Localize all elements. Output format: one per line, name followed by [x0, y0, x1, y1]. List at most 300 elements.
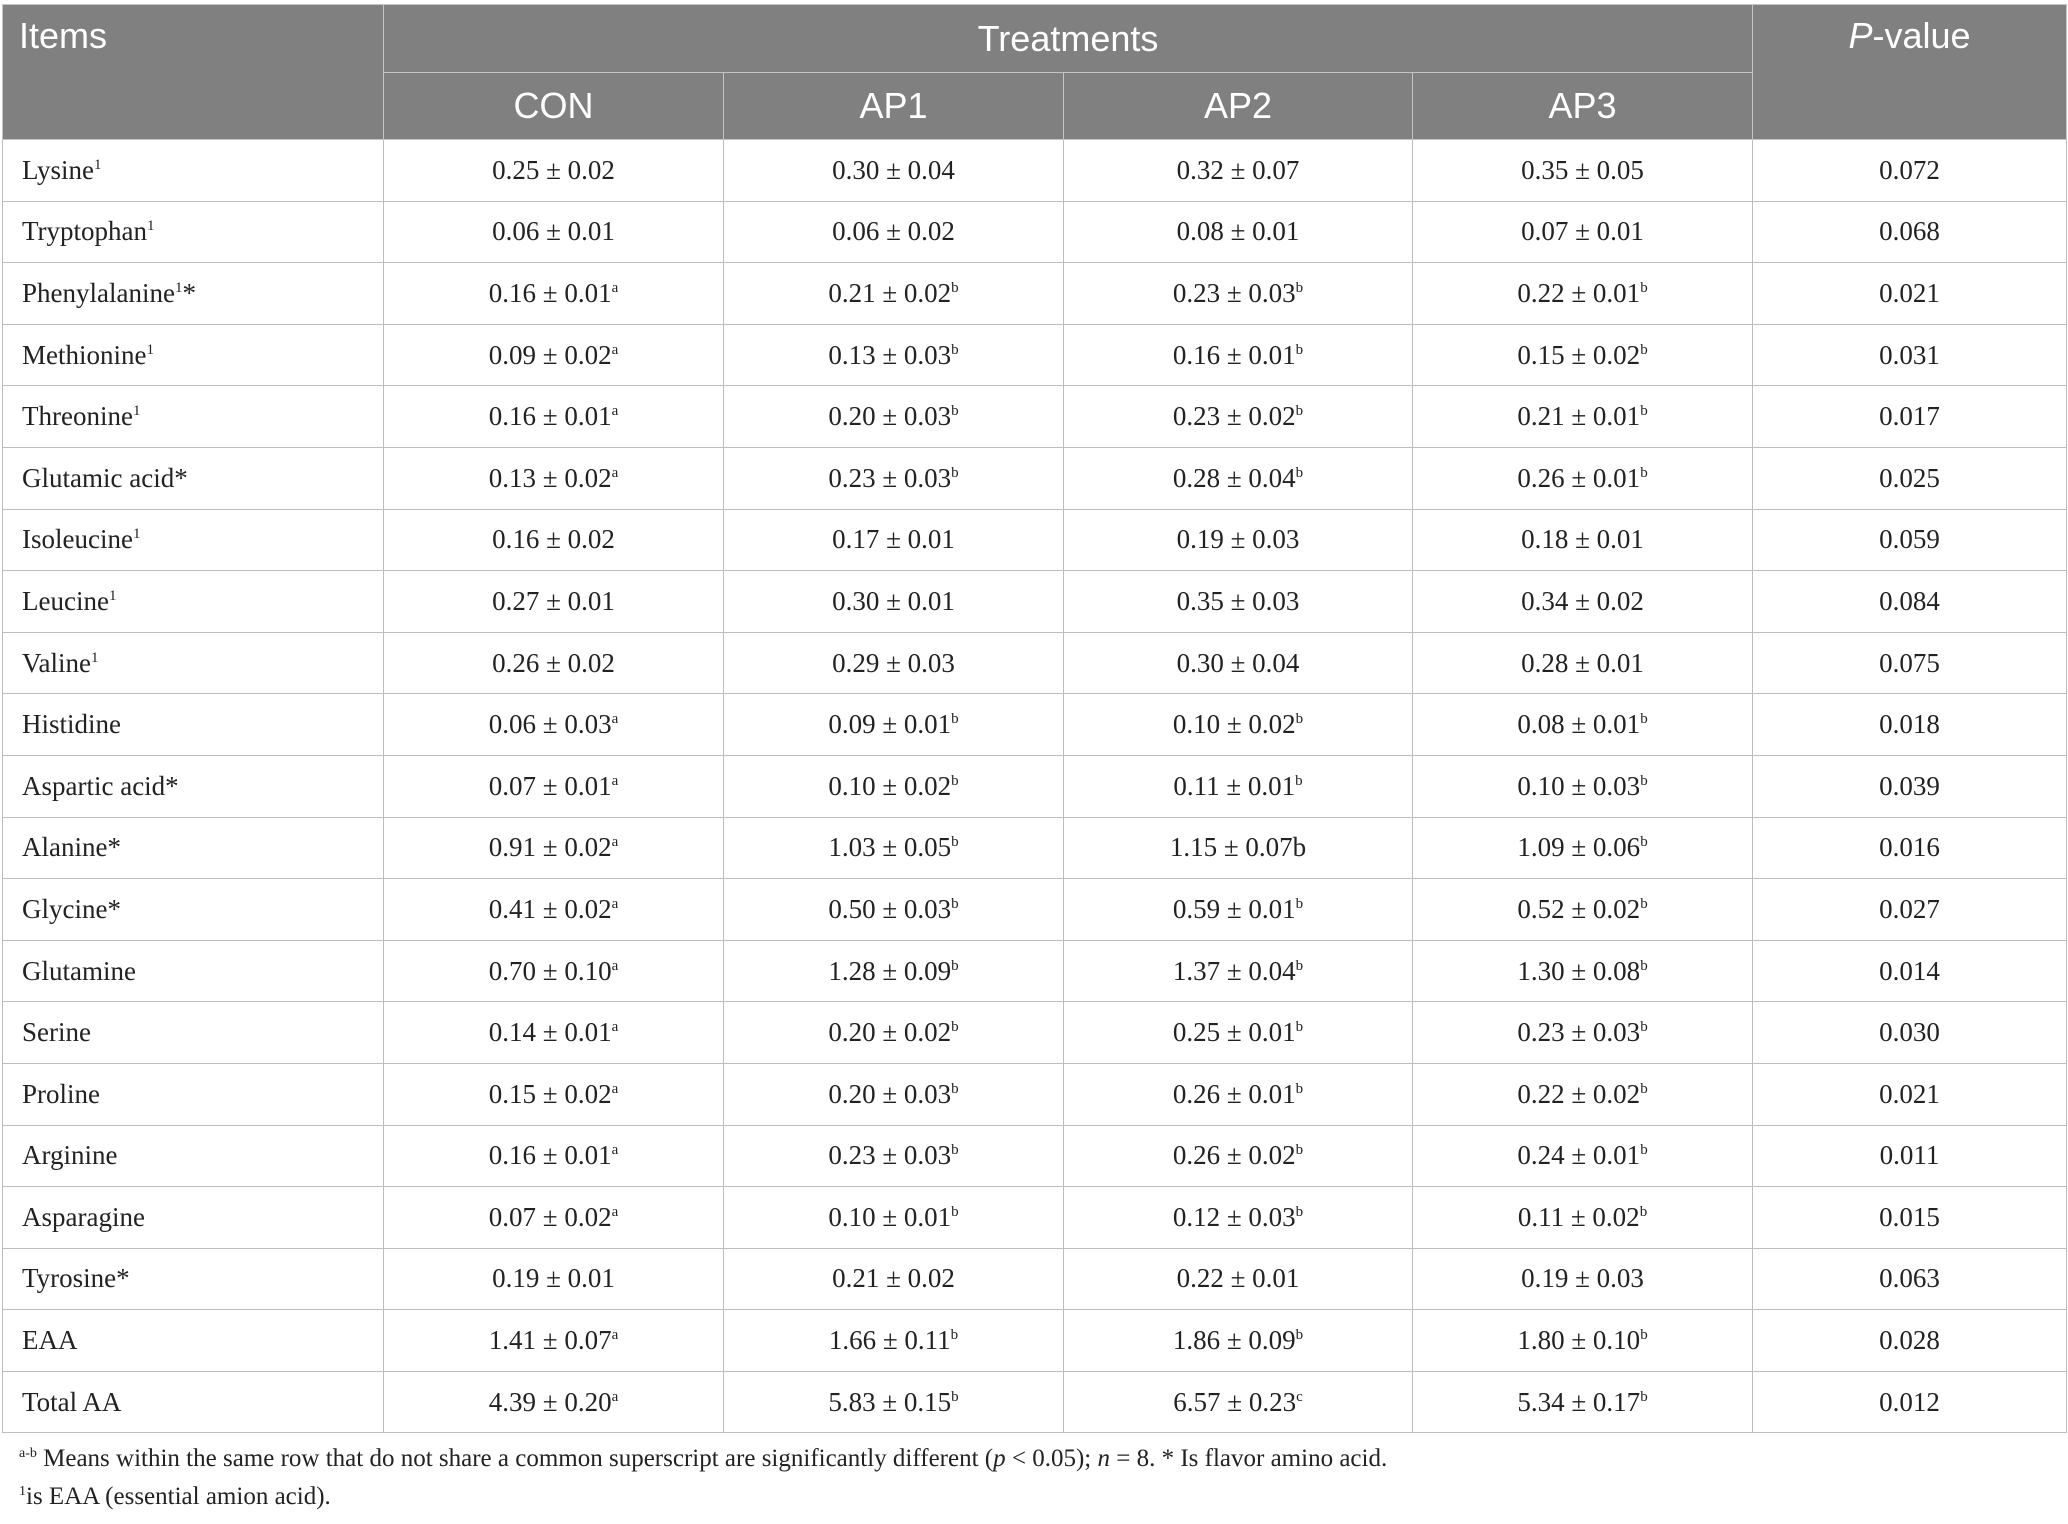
mean-sd-value: 0.16 ± 0.01: [1172, 339, 1296, 370]
mean-sd-value: 0.22 ± 0.01: [1176, 1263, 1300, 1294]
significance-letter: b: [951, 1388, 959, 1405]
mean-sd-value: 0.70 ± 0.10: [488, 955, 612, 986]
value-cell-ap2: [1064, 509, 1413, 571]
mean-sd-value: 0.09 ± 0.01: [828, 709, 952, 740]
value-cell-ap3: [1413, 140, 1753, 202]
significance-letter: a: [611, 711, 619, 728]
value-cell-ap2: [1064, 1310, 1413, 1372]
footnote-superscript: a-b: [19, 1446, 37, 1461]
mean-sd-value: 0.20 ± 0.03: [828, 401, 952, 432]
mean-sd-value: 0.16 ± 0.02: [492, 524, 615, 555]
value-cell-ap1: [724, 940, 1064, 1002]
footnote-superscript: 1: [19, 1484, 26, 1499]
row-item-cell: [3, 1002, 384, 1064]
value-cell-con: [384, 632, 724, 694]
mean-sd-value: 0.26 ± 0.02: [1172, 1140, 1296, 1171]
value-cell-ap1: [724, 386, 1064, 448]
mean-sd-value: 0.16 ± 0.01: [488, 277, 612, 308]
significance-letter: a: [611, 957, 619, 974]
value-cell-ap1: [724, 1371, 1064, 1433]
mean-sd-value: 1.30 ± 0.08: [1517, 955, 1641, 986]
mean-sd-value: 0.28 ± 0.01: [1521, 647, 1644, 678]
significance-letter: b: [1640, 1388, 1648, 1405]
eaa-marker: 1: [90, 649, 99, 666]
mean-sd-value: 0.17 ± 0.01: [832, 524, 955, 555]
value-cell-con: [384, 1063, 724, 1125]
mean-sd-value: 0.30 ± 0.04: [1176, 647, 1300, 678]
eaa-marker: 1: [132, 403, 141, 420]
eaa-marker: 1: [147, 218, 155, 235]
mean-sd-value: 0.16 ± 0.01: [488, 1140, 612, 1171]
value-cell-con: [384, 447, 724, 509]
footnote-text: Means within the same row that do not share a common superscript are significantly different (: [36, 1445, 994, 1472]
mean-sd-value: 0.14 ± 0.01: [488, 1017, 612, 1048]
value-cell-ap1: [724, 1125, 1064, 1187]
p-value-italic: P: [1848, 15, 1873, 56]
value-cell-ap3: [1413, 632, 1753, 694]
value-cell-ap1: [724, 571, 1064, 633]
mean-sd-value: 0.34 ± 0.02: [1521, 585, 1644, 616]
mean-sd-value: 0.26 ± 0.01: [1172, 1078, 1296, 1109]
row-item-cell: [3, 1125, 384, 1187]
item-name: Histidine: [22, 709, 121, 740]
significance-letter: b: [1640, 957, 1648, 974]
mean-sd-value: 0.15 ± 0.02: [488, 1078, 612, 1109]
mean-sd-value: 0.41 ± 0.02: [488, 893, 612, 924]
significance-letter: b: [951, 279, 959, 296]
value-cell-ap3: [1413, 755, 1753, 817]
p-value-cell: 0.012: [1753, 1371, 2067, 1433]
value-cell-ap3: [1413, 386, 1753, 448]
table-row: [3, 1187, 2067, 1249]
eaa-marker: 1: [146, 341, 154, 358]
row-item-cell: [3, 509, 384, 571]
group-header-con: CON: [384, 73, 724, 140]
row-item-cell: [3, 140, 384, 202]
table-row: [3, 1371, 2067, 1433]
p-value-cell: 0.016: [1753, 817, 2067, 879]
mean-sd-value: 0.06 ± 0.02: [832, 216, 955, 247]
table-header: [3, 5, 2067, 140]
row-item-cell: [3, 817, 384, 879]
value-cell-ap1: [724, 201, 1064, 263]
p-value-cell: 0.068: [1753, 201, 2067, 263]
item-name: Serine: [22, 1017, 91, 1048]
mean-sd-value: 0.10 ± 0.02: [828, 770, 952, 801]
item-name: Asparagine: [22, 1201, 145, 1232]
group-header-ap1: AP1: [724, 73, 1064, 140]
row-item-cell: [3, 755, 384, 817]
value-cell-ap2: [1064, 324, 1413, 386]
mean-sd-value: 0.50 ± 0.03: [828, 893, 952, 924]
row-item-cell: [3, 324, 384, 386]
value-cell-ap1: [724, 509, 1064, 571]
value-cell-con: [384, 140, 724, 202]
table-row: [3, 1002, 2067, 1064]
p-value-cell: 0.014: [1753, 940, 2067, 1002]
value-cell-ap3: [1413, 1063, 1753, 1125]
eaa-marker: 1: [132, 526, 141, 543]
value-cell-ap1: [724, 1248, 1064, 1310]
mean-sd-value: 0.26 ± 0.02: [492, 647, 615, 678]
mean-sd-value: 0.26 ± 0.01: [1517, 462, 1641, 493]
value-cell-con: [384, 509, 724, 571]
footnote-eaa: [19, 1478, 1387, 1516]
significance-letter: b: [1640, 464, 1648, 481]
mean-sd-value: 0.11 ± 0.01: [1173, 770, 1296, 801]
significance-letter: b: [1295, 1203, 1304, 1220]
value-cell-con: [384, 1187, 724, 1249]
value-cell-ap2: [1064, 1187, 1413, 1249]
value-cell-con: [384, 1002, 724, 1064]
value-cell-ap3: [1413, 263, 1753, 325]
row-item-cell: [3, 571, 384, 633]
value-cell-ap2: [1064, 1248, 1413, 1310]
value-cell-con: [384, 386, 724, 448]
mean-sd-value: 0.06 ± 0.03: [488, 709, 612, 740]
value-cell-con: [384, 755, 724, 817]
row-item-cell: [3, 632, 384, 694]
mean-sd-value: 0.23 ± 0.03: [828, 1140, 952, 1171]
value-cell-ap3: [1413, 1371, 1753, 1433]
p-value-cell: 0.063: [1753, 1248, 2067, 1310]
value-cell-ap3: [1413, 324, 1753, 386]
table-row: [3, 263, 2067, 325]
mean-sd-value: 5.34 ± 0.17: [1517, 1386, 1641, 1417]
p-value-cell: 0.017: [1753, 386, 2067, 448]
table-row: [3, 817, 2067, 879]
value-cell-ap3: [1413, 1310, 1753, 1372]
mean-sd-value: 0.23 ± 0.03: [1172, 277, 1296, 308]
flavor-marker: *: [182, 277, 196, 308]
mean-sd-value: 0.21 ± 0.02: [832, 1263, 955, 1294]
value-cell-ap2: [1064, 201, 1413, 263]
row-item-cell: [3, 447, 384, 509]
item-name: Tyrosine*: [22, 1263, 130, 1294]
significance-letter: b: [1640, 711, 1648, 728]
significance-letter: b: [1295, 1019, 1304, 1036]
value-cell-con: [384, 879, 724, 941]
table-row: [3, 1063, 2067, 1125]
p-value-header: [1753, 5, 2067, 140]
row-item-cell: [3, 1310, 384, 1372]
table-row: [3, 447, 2067, 509]
footnotes: [19, 1440, 1387, 1516]
mean-sd-value: 0.52 ± 0.02: [1517, 893, 1641, 924]
footnote-n: n: [1097, 1445, 1110, 1472]
mean-sd-value: 0.29 ± 0.03: [832, 647, 955, 678]
mean-sd-value: 0.91 ± 0.02: [488, 832, 612, 863]
mean-sd-value: 0.21 ± 0.02: [828, 277, 952, 308]
significance-letter: a: [611, 279, 619, 296]
value-cell-ap1: [724, 1310, 1064, 1372]
item-name: Leucine: [22, 585, 109, 616]
value-cell-ap1: [724, 1187, 1064, 1249]
mean-sd-value: 0.10 ± 0.03: [1517, 770, 1641, 801]
item-name: Glutamic acid*: [22, 462, 188, 493]
mean-sd-value: 4.39 ± 0.20: [488, 1386, 612, 1417]
significance-letter: b: [1640, 341, 1648, 358]
row-item-cell: [3, 940, 384, 1002]
mean-sd-value: 0.19 ± 0.01: [492, 1263, 615, 1294]
significance-letter: c: [1296, 1388, 1303, 1405]
mean-sd-value: 0.19 ± 0.03: [1176, 524, 1300, 555]
mean-sd-value: 0.20 ± 0.02: [828, 1017, 952, 1048]
value-cell-ap2: [1064, 140, 1413, 202]
value-cell-ap2: [1064, 632, 1413, 694]
row-item-cell: [3, 1248, 384, 1310]
table-row: [3, 571, 2067, 633]
mean-sd-value: 0.20 ± 0.03: [828, 1078, 952, 1109]
table-row: [3, 509, 2067, 571]
value-cell-ap3: [1413, 940, 1753, 1002]
value-cell-ap2: [1064, 263, 1413, 325]
item-name: Tryptophan: [22, 216, 148, 247]
significance-letter: b: [1640, 1080, 1648, 1097]
mean-sd-value: 0.30 ± 0.01: [832, 585, 955, 616]
significance-letter: b: [1295, 1142, 1304, 1159]
group-header-ap3: AP3: [1413, 73, 1753, 140]
significance-letter: b: [1295, 341, 1304, 358]
amino-acid-table: [2, 4, 2067, 1433]
significance-letter: a: [611, 895, 619, 912]
value-cell-ap3: [1413, 879, 1753, 941]
row-item-cell: [3, 201, 384, 263]
mean-sd-value: 0.11 ± 0.02: [1517, 1201, 1640, 1232]
mean-sd-value: 0.10 ± 0.01: [828, 1201, 952, 1232]
value-cell-ap3: [1413, 1248, 1753, 1310]
table-row: [3, 940, 2067, 1002]
mean-sd-value: 1.66 ± 0.11: [828, 1325, 951, 1356]
table-row: [3, 1310, 2067, 1372]
mean-sd-value: 0.15 ± 0.02: [1517, 339, 1641, 370]
value-cell-ap2: [1064, 1063, 1413, 1125]
mean-sd-value: 0.25 ± 0.02: [492, 154, 615, 185]
item-name: EAA: [22, 1325, 78, 1356]
value-cell-ap2: [1064, 1125, 1413, 1187]
mean-sd-value: 0.23 ± 0.03: [828, 462, 952, 493]
significance-letter: a: [611, 464, 619, 481]
table-row: [3, 755, 2067, 817]
table-row: [3, 1248, 2067, 1310]
value-cell-con: [384, 1248, 724, 1310]
mean-sd-value: 1.09 ± 0.06: [1517, 832, 1641, 863]
value-cell-ap2: [1064, 879, 1413, 941]
p-value-cell: 0.059: [1753, 509, 2067, 571]
p-value-cell: 0.028: [1753, 1310, 2067, 1372]
value-cell-ap2: [1064, 694, 1413, 756]
significance-letter: a: [611, 341, 619, 358]
mean-sd-value: 0.08 ± 0.01: [1176, 216, 1300, 247]
value-cell-ap2: [1064, 386, 1413, 448]
mean-sd-value: 1.86 ± 0.09: [1172, 1325, 1296, 1356]
mean-sd-value: 1.28 ± 0.09: [828, 955, 952, 986]
value-cell-ap1: [724, 755, 1064, 817]
row-item-cell: [3, 1187, 384, 1249]
p-value-cell: 0.030: [1753, 1002, 2067, 1064]
mean-sd-value: 0.23 ± 0.03: [1517, 1017, 1641, 1048]
significance-letter: a: [611, 1388, 619, 1405]
footnote-text: = 8. * Is flavor amino acid.: [1109, 1445, 1388, 1472]
item-name: Threonine: [22, 401, 133, 432]
significance-letter: b: [1295, 1327, 1304, 1344]
mean-sd-value: 0.35 ± 0.05: [1521, 154, 1644, 185]
mean-sd-value: 1.03 ± 0.05: [828, 832, 952, 863]
mean-sd-value: 5.83 ± 0.15: [828, 1386, 952, 1417]
value-cell-ap3: [1413, 1002, 1753, 1064]
value-cell-con: [384, 817, 724, 879]
significance-letter: b: [951, 957, 959, 974]
item-name: Glutamine: [22, 955, 136, 986]
p-value-cell: 0.015: [1753, 1187, 2067, 1249]
mean-sd-value: 0.10 ± 0.02: [1172, 709, 1296, 740]
value-cell-ap3: [1413, 817, 1753, 879]
item-name: Isoleucine: [22, 524, 133, 555]
significance-letter: b: [1640, 1327, 1648, 1344]
items-header: Items: [3, 5, 384, 140]
value-cell-ap3: [1413, 201, 1753, 263]
mean-sd-value: 0.30 ± 0.04: [832, 154, 955, 185]
item-name: Aspartic acid*: [22, 770, 179, 801]
significance-letter: b: [1640, 834, 1648, 851]
value-cell-con: [384, 201, 724, 263]
eaa-marker: 1: [108, 587, 117, 604]
value-cell-ap3: [1413, 447, 1753, 509]
p-value-cell: 0.027: [1753, 879, 2067, 941]
p-value-cell: 0.021: [1753, 263, 2067, 325]
value-cell-ap1: [724, 140, 1064, 202]
significance-letter: b: [951, 895, 959, 912]
significance-letter: b: [951, 403, 959, 420]
item-name: Arginine: [22, 1140, 118, 1171]
significance-letter: b: [951, 464, 959, 481]
mean-sd-value: 0.22 ± 0.02: [1517, 1078, 1641, 1109]
table-row: [3, 632, 2067, 694]
value-cell-ap2: [1064, 817, 1413, 879]
value-cell-ap2: [1064, 447, 1413, 509]
value-cell-con: [384, 571, 724, 633]
footnote-text: is EAA (essential amion acid).: [26, 1483, 331, 1510]
row-item-cell: [3, 263, 384, 325]
mean-sd-value: 0.08 ± 0.01: [1517, 709, 1641, 740]
mean-sd-value: 0.35 ± 0.03: [1176, 585, 1300, 616]
significance-letter: b: [1640, 1142, 1648, 1159]
mean-sd-value: 0.23 ± 0.02: [1172, 401, 1296, 432]
footnote-significance: [19, 1440, 1387, 1478]
p-value-cell: 0.031: [1753, 324, 2067, 386]
mean-sd-value: 0.16 ± 0.01: [488, 401, 612, 432]
row-item-cell: [3, 1063, 384, 1125]
significance-letter: b: [1295, 772, 1303, 789]
significance-letter: b: [1295, 279, 1304, 296]
value-cell-con: [384, 1125, 724, 1187]
table-row: [3, 324, 2067, 386]
item-name: Valine: [22, 647, 91, 678]
value-cell-ap2: [1064, 1371, 1413, 1433]
table-row: [3, 201, 2067, 263]
p-value-cell: 0.018: [1753, 694, 2067, 756]
value-cell-ap2: [1064, 755, 1413, 817]
value-cell-ap3: [1413, 509, 1753, 571]
value-cell-con: [384, 1371, 724, 1433]
significance-letter: b: [1295, 957, 1304, 974]
mean-sd-value: 0.19 ± 0.03: [1521, 1263, 1644, 1294]
value-cell-ap1: [724, 263, 1064, 325]
mean-sd-value: 0.22 ± 0.01: [1517, 277, 1641, 308]
significance-letter: a: [611, 834, 619, 851]
mean-sd-value: 0.13 ± 0.02: [488, 462, 612, 493]
value-cell-con: [384, 263, 724, 325]
p-value-cell: 0.011: [1753, 1125, 2067, 1187]
significance-letter: b: [951, 1203, 959, 1220]
mean-sd-value: 0.21 ± 0.01: [1517, 401, 1641, 432]
item-name: Proline: [22, 1078, 100, 1109]
p-value-cell: 0.025: [1753, 447, 2067, 509]
significance-letter: b: [1640, 772, 1648, 789]
value-cell-ap1: [724, 1002, 1064, 1064]
significance-letter: a: [611, 1142, 619, 1159]
eaa-marker: 1: [94, 156, 102, 173]
significance-letter: b: [1640, 895, 1648, 912]
mean-sd-value: 0.25 ± 0.01: [1172, 1017, 1296, 1048]
significance-letter: b: [951, 1080, 959, 1097]
value-cell-ap1: [724, 1063, 1064, 1125]
row-item-cell: [3, 1371, 384, 1433]
mean-sd-value: 0.28 ± 0.04: [1172, 462, 1296, 493]
significance-letter: a: [611, 403, 619, 420]
row-item-cell: [3, 386, 384, 448]
item-name: Methionine: [22, 339, 147, 370]
value-cell-con: [384, 1310, 724, 1372]
mean-sd-value: 1.37 ± 0.04: [1172, 955, 1296, 986]
p-value-cell: 0.075: [1753, 632, 2067, 694]
significance-letter: a: [611, 1203, 619, 1220]
p-value-cell: 0.084: [1753, 571, 2067, 633]
row-item-cell: [3, 879, 384, 941]
significance-letter: b: [951, 341, 959, 358]
value-cell-ap2: [1064, 940, 1413, 1002]
table-body: [3, 140, 2067, 1433]
mean-sd-value: 0.09 ± 0.02: [488, 339, 612, 370]
significance-letter: b: [1639, 1203, 1648, 1220]
value-cell-ap1: [724, 632, 1064, 694]
item-name: Alanine*: [22, 832, 121, 863]
significance-letter: a: [611, 1080, 619, 1097]
mean-sd-value: 0.18 ± 0.01: [1521, 524, 1644, 555]
item-name: Glycine*: [22, 893, 121, 924]
mean-sd-value: 0.07 ± 0.02: [488, 1201, 612, 1232]
value-cell-ap1: [724, 879, 1064, 941]
significance-letter: a: [611, 1019, 619, 1036]
value-cell-ap1: [724, 447, 1064, 509]
item-name: Total AA: [22, 1386, 122, 1417]
significance-letter: b: [1295, 711, 1304, 728]
mean-sd-value: 1.41 ± 0.07: [488, 1325, 612, 1356]
item-name: Lysine: [22, 154, 94, 185]
value-cell-con: [384, 940, 724, 1002]
table-row: [3, 879, 2067, 941]
mean-sd-value: 0.59 ± 0.01: [1172, 893, 1296, 924]
mean-sd-value: 0.24 ± 0.01: [1517, 1140, 1641, 1171]
significance-letter: b: [1295, 1080, 1304, 1097]
treatments-header: Treatments: [384, 5, 1753, 73]
significance-letter: b: [951, 772, 959, 789]
mean-sd-value: 0.13 ± 0.03: [828, 339, 952, 370]
mean-sd-value: 0.12 ± 0.03: [1172, 1201, 1296, 1232]
table-row: [3, 1125, 2067, 1187]
significance-letter: b: [950, 1327, 959, 1344]
value-cell-ap3: [1413, 1187, 1753, 1249]
